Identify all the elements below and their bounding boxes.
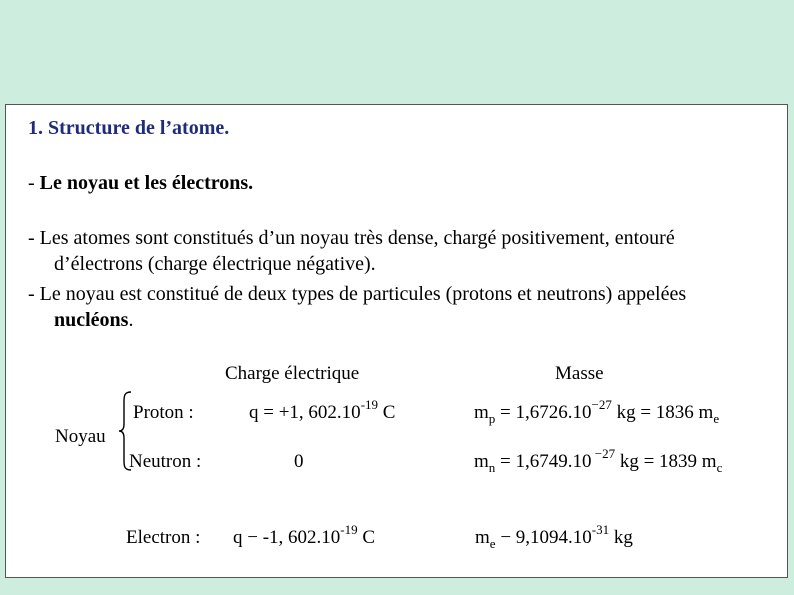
paragraph-atoms-line2: d’électrons (charge électrique négative). [54, 253, 376, 275]
electron-mass: $m_e - 9,1094.10^{-31}$ kg [475, 522, 633, 551]
paragraph-nucleus [28, 281, 778, 333]
subtitle-dash: - [28, 172, 40, 194]
nucleons-word: nucléons [54, 309, 129, 331]
proton-label: Proton : [133, 402, 194, 423]
paragraph-nucleus-line2 [28, 307, 778, 333]
neutron-mass: $m_n = 1,6749.10$ $^{-27}$ kg = 1839 $m_c$ [474, 446, 723, 475]
proton-mass: $m_p = 1,6726.10^{-27}$ kg = 1836 $m_e$ [474, 397, 720, 426]
noyau-label: Noyau [55, 426, 106, 447]
electron-charge: q − -1, $602.10^{-19}$ C [233, 522, 376, 548]
subtitle [28, 172, 253, 195]
header-charge: Charge électrique [225, 363, 360, 384]
paragraph-atoms [28, 225, 778, 277]
section-title: 1. Structure de l’atome. [28, 117, 230, 139]
nucleons-period: . [128, 309, 134, 331]
neutron-label: Neutron : [129, 451, 202, 472]
slide-panel [5, 104, 788, 578]
subtitle-text: Le noyau et les électrons. [39, 172, 254, 194]
paragraph-atoms-line1: - Les atomes sont constitués d’un noyau très dense, chargé positivement, entouré [28, 227, 675, 249]
proton-charge: q = +1, $602.10^{-19}$ C [249, 397, 396, 423]
neutron-charge: 0 [294, 451, 304, 472]
paragraph-nucleus-line1: - Le noyau est constitué de deux types de particules (protons et neutrons) appelées [28, 283, 687, 305]
electron-label: Electron : [126, 527, 201, 548]
header-mass: Masse [555, 363, 604, 384]
